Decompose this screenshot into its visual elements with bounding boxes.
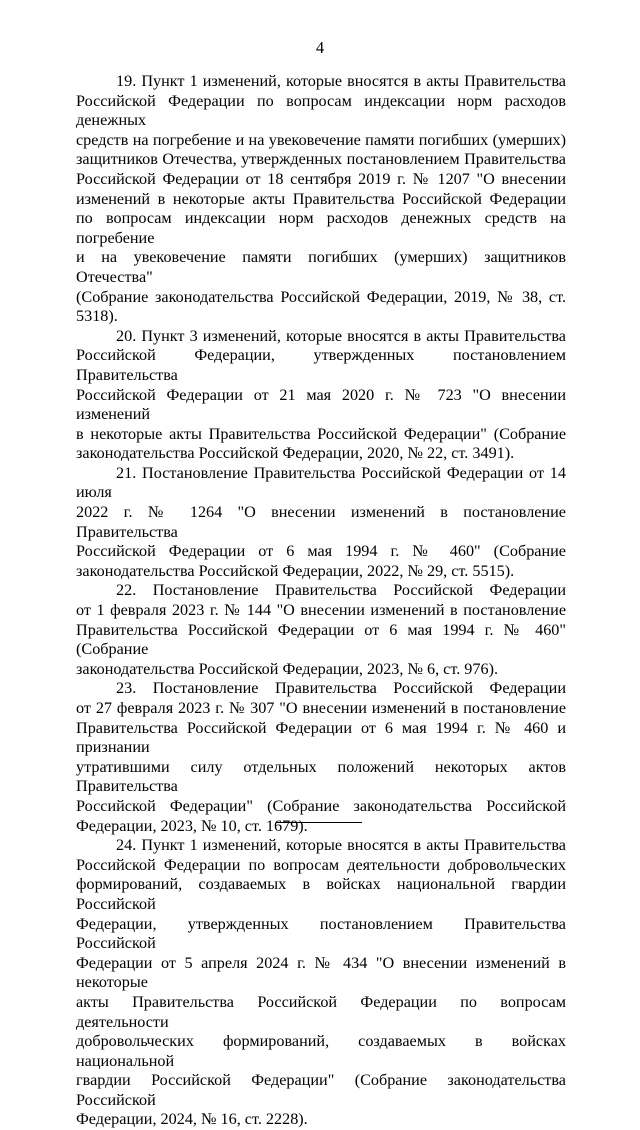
list-item — [76, 581, 566, 679]
text-line: от 27 февраля 2023 г. № 307 "О внесении изменений в постановление — [76, 699, 566, 717]
page-number: 4 — [315, 38, 325, 57]
text-line: законодательства Российской Федерации, 2022, № 29, ст. 5515). — [76, 561, 515, 580]
text-line: Федерации, 2024, № 16, ст. 2228). — [76, 1110, 308, 1129]
text-line: Федерации, 2023, № 10, ст. 1679). — [76, 816, 308, 835]
text-line: средств на погребение и на увековечение памяти погибших (умерших) — [76, 130, 566, 149]
text-line: Российской Федерации от 6 мая 1994 г. № 460" (Собрание — [76, 542, 566, 561]
text-line: законодательства Российской Федерации, 2020, № 22, ст. 3491). — [76, 444, 515, 463]
text-line: 20. Пункт 3 изменений, которые вносятся в акты Правительства — [116, 326, 566, 345]
text-line: (Собрание законодательства Российской Федерации, 2019, № 38, ст. 5318). — [76, 287, 566, 326]
text-line: Российской Федерации по вопросам деятельности добровольческих — [76, 855, 566, 874]
text-line: Федерации, утвержденных постановлением Правительства Российской — [76, 914, 566, 953]
list-item — [76, 72, 566, 327]
text-line: Российской Федерации по вопросам индексации норм расходов денежных — [76, 91, 566, 130]
text-line: Российской Федерации от 21 мая 2020 г. № 723 "О внесении изменений — [76, 385, 566, 424]
text-line: 21. Постановление Правительства Российской Федерации от 14 июля — [76, 463, 566, 502]
text-line: 23. Постановление Правительства Российской Федерации — [116, 679, 566, 698]
text-line: Правительства Российской Федерации от 6 мая 1994 г. № 460" (Собрание — [76, 620, 566, 659]
text-line: Российской Федерации от 18 сентября 2019 г. № 1207 "О внесении — [76, 169, 566, 188]
text-line: утратившими силу отдельных положений некоторых актов Правительства — [76, 757, 566, 796]
text-line: в некоторые акты Правительства Российской Федерации" (Собрание — [76, 424, 566, 443]
text-line: 2022 г. № 1264 "О внесении изменений в постановление Правительства — [76, 503, 566, 541]
text-line: 19. Пункт 1 изменений, которые вносятся в акты Правительства — [116, 72, 566, 90]
text-line: формирований, создаваемых в войсках национальной гвардии Российской — [76, 875, 566, 913]
text-line: 24. Пункт 1 изменений, которые вносятся в акты Правительства — [116, 836, 566, 855]
text-line: изменений в некоторые акты Правительства Российской Федерации — [76, 189, 566, 208]
text-line: Правительства Российской Федерации от 6 мая 1994 г. № 460 и признании — [76, 718, 566, 757]
text-line: Федерации от 5 апреля 2024 г. № 434 "О внесении изменений в некоторые — [76, 953, 566, 992]
list-item — [76, 464, 566, 582]
list-item — [76, 836, 566, 1130]
text-line: защитников Отечества, утвержденных постановлением Правительства — [76, 150, 566, 169]
text-line: 22. Постановление Правительства Российской Федерации — [116, 581, 566, 600]
text-line: законодательства Российской Федерации, 2023, № 6, ст. 976). — [76, 659, 499, 678]
list-item — [76, 679, 566, 836]
document-body — [76, 72, 566, 1130]
text-line: акты Правительства Российской Федерации по вопросам деятельности — [76, 992, 566, 1031]
text-line: Российской Федерации, утвержденных постановлением Правительства — [76, 346, 566, 384]
end-of-document-rule — [276, 822, 362, 823]
text-line: Российской Федерации" (Собрание законодательства Российской — [76, 796, 566, 815]
text-line: от 1 февраля 2023 г. № 144 "О внесении изменений в постановление — [76, 601, 566, 620]
text-line: добровольческих формирований, создаваемых в войсках национальной — [76, 1032, 566, 1070]
text-line: и на увековечение памяти погибших (умерших) защитников Отечества" — [76, 248, 566, 286]
list-item — [76, 327, 566, 464]
text-line: по вопросам индексации норм расходов денежных средств на погребение — [76, 209, 566, 247]
text-line: гвардии Российской Федерации" (Собрание законодательства Российской — [76, 1071, 566, 1109]
